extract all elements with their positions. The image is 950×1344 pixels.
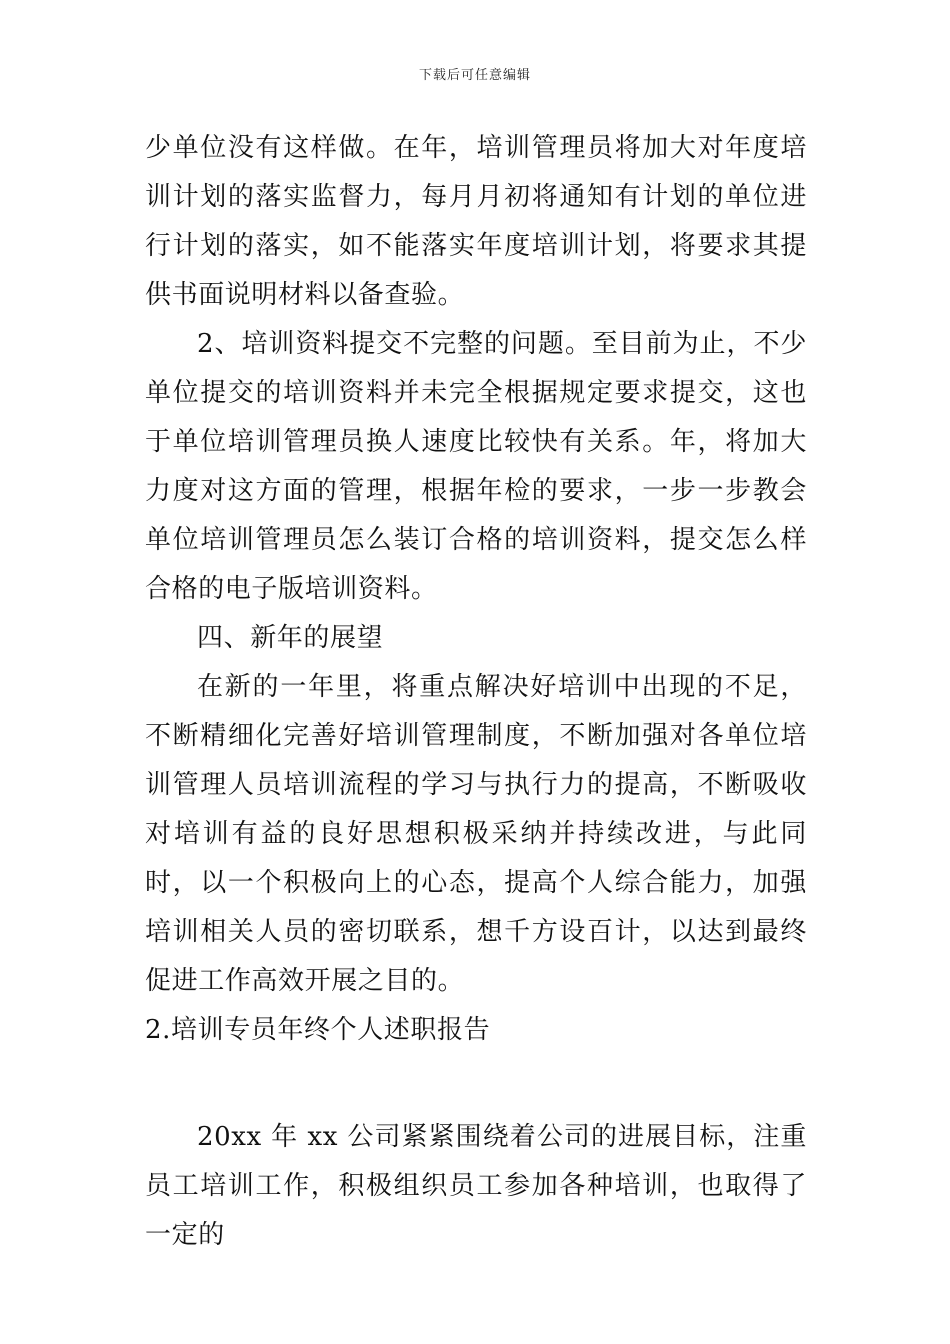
- paragraph-report-intro: 20xx 年 xx 公司紧紧围绕着公司的进展目标，注重员工培训工作，积极组织员工参加各种培训，也取得了一定的: [145, 1122, 807, 1250]
- report-title: 2.培训专员年终个人述职报告: [145, 1015, 491, 1045]
- document-body: [145, 124, 807, 1260]
- section-heading-outlook: 四、新年的展望: [197, 623, 384, 653]
- paragraph-item-2: 2、培训资料提交不完整的问题。至目前为止，不少单位提交的培训资料并未完全根据规定要求提交，这也于单位培训管理员换人速度比较快有关系。年，将加大力度对这方面的管理，根据年检的要求，一步一步教会单位培训管理员怎么装订合格的培训资料，提交怎么样合格的电子版培训资料。: [145, 329, 807, 604]
- paragraph-outlook: 在新的一年里，将重点解决好培训中出现的不足，不断精细化完善好培训管理制度，不断加强对各单位培训管理人员培训流程的学习与执行力的提高，不断吸收对培训有益的良好思想积极采纳并持续改进，与此同时，以一个积极向上的心态，提高个人综合能力，加强培训相关人员的密切联系，想千方设百计，以达到最终促进工作高效开展之目的。: [145, 672, 807, 996]
- paragraph-continuation: 少单位没有这样做。在年，培训管理员将加大对年度培训计划的落实监督力，每月月初将通知有计划的单位进行计划的落实，如不能落实年度培训计划，将要求其提供书面说明材料以备查验。: [145, 133, 807, 310]
- spacer: [145, 1055, 807, 1113]
- page-header: 下载后可任意编辑: [418, 68, 531, 83]
